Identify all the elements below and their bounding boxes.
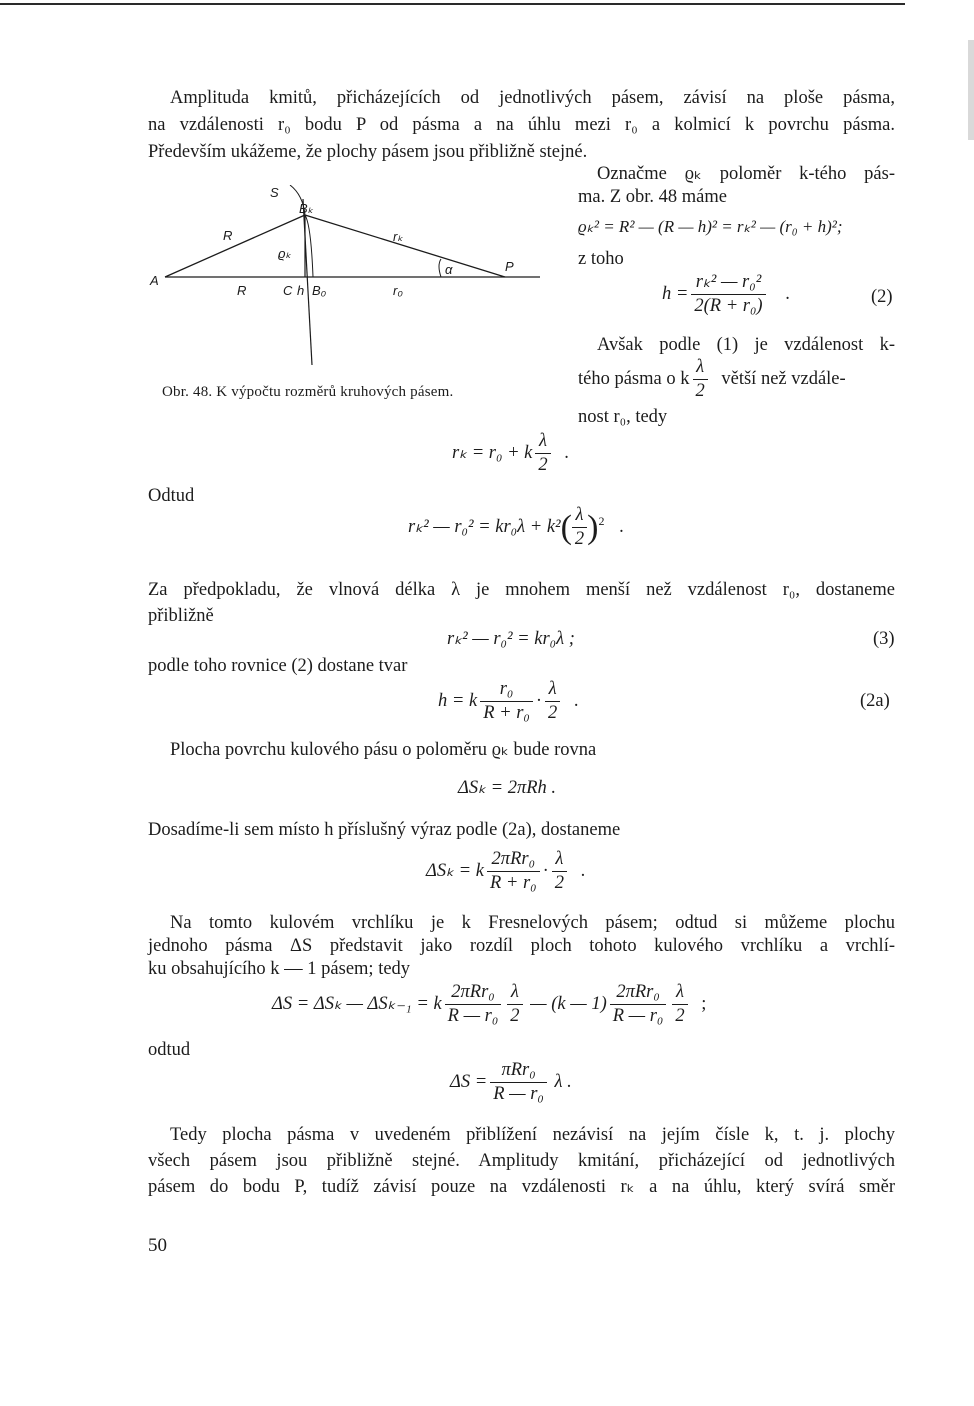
paragraph-line: Plocha povrchu kulového pásu o poloměru ϱₖ bude rovna [170, 740, 597, 760]
label-r-lower: R [237, 283, 247, 298]
figure-48-diagram [145, 185, 545, 365]
label-a: A [150, 273, 159, 288]
eq-tail: . [619, 517, 624, 538]
paragraph-line: nost r₀, tedy [578, 407, 668, 427]
fraction-numerator: λ [507, 982, 522, 1005]
eq-tail: λ . [554, 1072, 572, 1093]
alpha-arc [439, 259, 441, 277]
label-r0: r₀ [393, 283, 403, 298]
paragraph-line: Dosadíme-li sem místo h příslušný výraz podle (2a), dostaneme [148, 820, 621, 840]
equation-2a [438, 679, 579, 725]
fraction-numerator: λ [693, 357, 708, 380]
eq-lhs: ΔS = ΔSₖ — ΔSₖ₋₁ = k [272, 994, 442, 1015]
fraction-numerator: λ [545, 679, 560, 702]
page-edge-shadow [968, 40, 974, 140]
paragraph-line: Odtud [148, 486, 195, 506]
fraction [691, 272, 765, 318]
fraction [610, 982, 667, 1028]
equation-rho: ϱₖ² = R² — (R — h)² = rₖ² — (r₀ + h)²; [578, 217, 843, 236]
paragraph-line: Na tomto kulovém vrchlíku je k Fresnelových pásem; odtud si můžeme plochu [170, 913, 895, 933]
spherical-wavefront-arc [303, 199, 312, 365]
rk-line [305, 215, 505, 277]
fraction-numerator: 2πRr₀ [610, 982, 667, 1005]
fraction-numerator: λ [672, 982, 687, 1005]
equation-delta-s [272, 982, 706, 1028]
fraction [545, 679, 560, 725]
eq-tail: . [564, 443, 569, 464]
eq-lhs: rₖ = r₀ + k [452, 443, 533, 464]
paragraph-line [578, 357, 846, 403]
fraction-numerator: λ [572, 505, 587, 528]
paragraph-line: Za předpokladu, že vlnová délka λ je mnohem menší než vzdálenost r₀, dostaneme [148, 580, 895, 600]
fraction-numerator: 2πRr₀ [445, 982, 502, 1005]
eq-lhs: rₖ² — r₀² = kr₀λ + k² [408, 517, 561, 538]
text-run: tého pásma o k [578, 369, 690, 390]
paragraph-line: ku obsahujícího k — 1 pásem; tedy [148, 959, 411, 979]
paragraph-line: pásem do bodu P, tudíž závisí pouze na vzdálenosti rₖ a na úhlu, který svírá směr [148, 1177, 895, 1197]
fraction [490, 1060, 547, 1106]
label-r-upper: R [223, 228, 233, 243]
label-s: S [270, 185, 279, 200]
equation-rk [452, 431, 569, 477]
fraction [507, 982, 522, 1028]
equation-number-3: (3) [873, 629, 895, 649]
fraction-denominator: 2 [510, 1006, 520, 1027]
fraction-denominator: 2 [675, 1006, 685, 1027]
paren-open: ( [560, 508, 572, 546]
paragraph-line: Avšak podle (1) je vzdálenost k- [597, 335, 895, 355]
fraction [445, 982, 502, 1028]
paragraph-line: všech pásem jsou přibližně stejné. Amplitudy kmitání, přicházející od jednotlivých [148, 1151, 895, 1171]
fraction [535, 431, 550, 477]
equation-number-2: (2) [871, 287, 893, 307]
text-run: větší než vzdále- [721, 369, 846, 390]
fraction-denominator: 2 [554, 873, 565, 894]
eq-tail: ; [701, 994, 707, 1015]
paragraph-line: z toho [578, 249, 624, 269]
fraction [552, 849, 567, 895]
label-rk: rₖ [393, 229, 403, 244]
label-p: P [505, 259, 514, 274]
eq-tail: . [573, 691, 579, 712]
equation-delta-s-final [450, 1060, 572, 1106]
fraction-denominator: R — r₀ [493, 1084, 544, 1105]
dot-operator: · [535, 691, 543, 712]
label-c: C [283, 283, 293, 298]
fraction [572, 505, 587, 551]
equation-3: rₖ² — r₀² = kr₀λ ; [447, 629, 575, 649]
paragraph-line: ma. Z obr. 48 máme [578, 187, 727, 207]
fraction [480, 679, 533, 725]
eq-lhs: ΔS = [450, 1072, 488, 1093]
fraction-denominator: 2(R + r₀) [694, 296, 763, 317]
fraction-denominator: R + r₀ [483, 703, 530, 724]
paragraph-line: Tedy plocha pásma v uvedeném přiblížení nezávisí na jejím čísle k, t. j. plochy [170, 1125, 895, 1145]
eq-tail: . [580, 861, 586, 882]
paragraph-line: Označme ϱₖ poloměr k-tého pás- [597, 164, 895, 184]
eq-tail: . [785, 284, 790, 305]
eq-lhs: h = k [438, 691, 478, 712]
paren-close: ) [587, 508, 599, 546]
page-number: 50 [148, 1235, 167, 1256]
figure-caption: Obr. 48. K výpočtu rozměrů kruhových pásem. [162, 384, 454, 400]
fraction [487, 849, 540, 895]
fraction-numerator: λ [552, 849, 567, 872]
fraction-numerator: λ [535, 431, 550, 454]
label-h: h [297, 283, 305, 298]
fraction-denominator: 2 [574, 529, 585, 550]
fraction-denominator: 2 [695, 381, 705, 402]
label-b0: B₀ [312, 283, 327, 298]
label-rho-k: ϱₖ [278, 246, 292, 261]
equation-difference [408, 505, 624, 551]
fraction-denominator: 2 [538, 455, 548, 476]
label-bk: Bₖ [299, 201, 314, 216]
exponent: 2 [598, 513, 605, 528]
equation-number-2a: (2a) [860, 691, 890, 711]
fraction [693, 357, 708, 403]
fraction-denominator: 2 [548, 703, 558, 724]
paragraph-line: Amplituda kmitů, přicházejících od jednotlivých pásem, závisí na ploše pásma, [170, 88, 895, 108]
eq-lhs: h = [662, 284, 689, 305]
label-alpha: α [445, 262, 453, 277]
equation-2 [662, 272, 790, 318]
fraction-numerator: 2πRr₀ [487, 849, 540, 872]
paragraph-line: přibližně [148, 606, 214, 626]
eq-lhs: ΔSₖ = k [426, 861, 484, 882]
fraction [672, 982, 687, 1028]
equation-delta-sk-substituted [426, 849, 585, 895]
paragraph-line: jednoho pásma ΔS představit jako rozdíl ploch tohoto kulového vrchlíku a vrchlí- [148, 936, 895, 956]
fraction-denominator: R + r₀ [489, 873, 537, 894]
fraction-denominator: R — r₀ [447, 1006, 499, 1027]
equation-delta-sk: ΔSₖ = 2πRh . [458, 778, 557, 798]
dot-operator: · [542, 861, 549, 882]
fraction-numerator: rₖ² — r₀² [691, 272, 765, 295]
fraction-denominator: R — r₀ [612, 1006, 664, 1027]
fraction-numerator: r₀ [480, 679, 533, 702]
fraction-numerator: πRr₀ [490, 1060, 547, 1083]
top-rule [0, 3, 905, 5]
paragraph-line: na vzdálenosti r₀ bodu P od pásma a na úhlu mezi r₀ a kolmicí k povrchu pásma. [148, 115, 895, 135]
paragraph-line: odtud [148, 1040, 191, 1060]
paragraph-line: Především ukážeme, že plochy pásem jsou přibližně stejné. [148, 142, 588, 162]
eq-middle: — (k — 1) [530, 994, 607, 1015]
paragraph-line: podle toho rovnice (2) dostane tvar [148, 656, 408, 676]
